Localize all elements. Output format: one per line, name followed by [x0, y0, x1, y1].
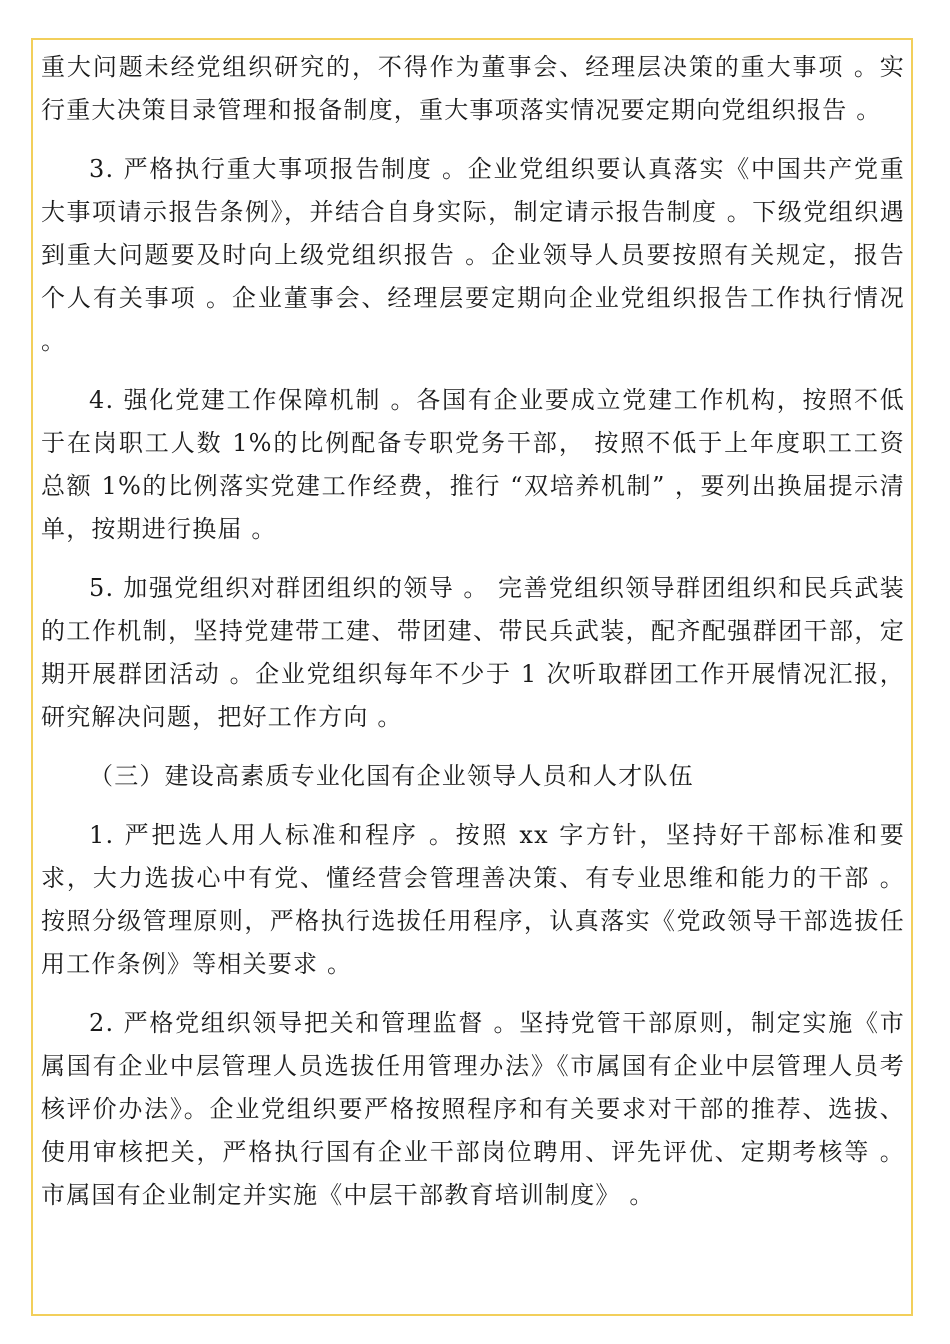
paragraph-item-5: 5. 加强党组织对群团组织的领导 。 完善党组织领导群团组织和民兵武装的工作机制，坚持党建带工建、带团建、带民兵武装，配齐配强群团干部，定期开展群团活动 。企业党组织每年不少于 1 次听取群团工作开展情况汇报，研究解决问题，把好工作方向 。: [41, 574, 905, 731]
paragraph-item-4: 4. 强化党建工作保障机制 。各国有企业要成立党建工作机构，按照不低于在岗职工人数 1%的比例配备专职党务干部， 按照不低于上年度职工工资总额 1%的比例落实党建工作经费，推行 “双培养机制” ，要列出换届提示清单，按期进行换届 。: [41, 386, 905, 543]
paragraph-continuation: 重大问题未经党组织研究的，不得作为董事会、经理层决策的重大事项 。实行重大决策目录管理和报备制度，重大事项落实情况要定期向党组织报告 。: [41, 53, 905, 124]
paragraph-item-2: 2. 严格党组织领导把关和管理监督 。坚持党管干部原则，制定实施《市属国有企业中层管理人员选拔任用管理办法》《市属国有企业中层管理人员考核评价办法》。企业党组织要严格按照程序和有关要求对干部的推荐、选拔、使用审核把关，严格执行国有企业干部岗位聘用、评先评优、定期考核等 。市属国有企业制定并实施《中层干部教育培训制度》 。: [41, 1009, 905, 1209]
section-heading-3: （三）建设高素质专业化国有企业领导人员和人才队伍: [89, 762, 694, 790]
paragraph-item-1: 1. 严把选人用人标准和程序 。按照 xx 字方针，坚持好干部标准和要求，大力选拔心中有党、懂经营会管理善决策、有专业思维和能力的干部 。按照分级管理原则，严格执行选拔任用程序，认真落实《党政领导干部选拔任用工作条例》等相关要求 。: [41, 821, 905, 978]
document-body: [41, 46, 905, 1233]
paragraph-item-3: 3. 严格执行重大事项报告制度 。企业党组织要认真落实《中国共产党重大事项请示报告条例》，并结合自身实际，制定请示报告制度 。下级党组织遇到重大问题要及时向上级党组织报告 。企业领导人员要按照有关规定，报告个人有关事项 。企业董事会、经理层要定期向企业党组织报告工作执行情况 。: [41, 155, 905, 355]
